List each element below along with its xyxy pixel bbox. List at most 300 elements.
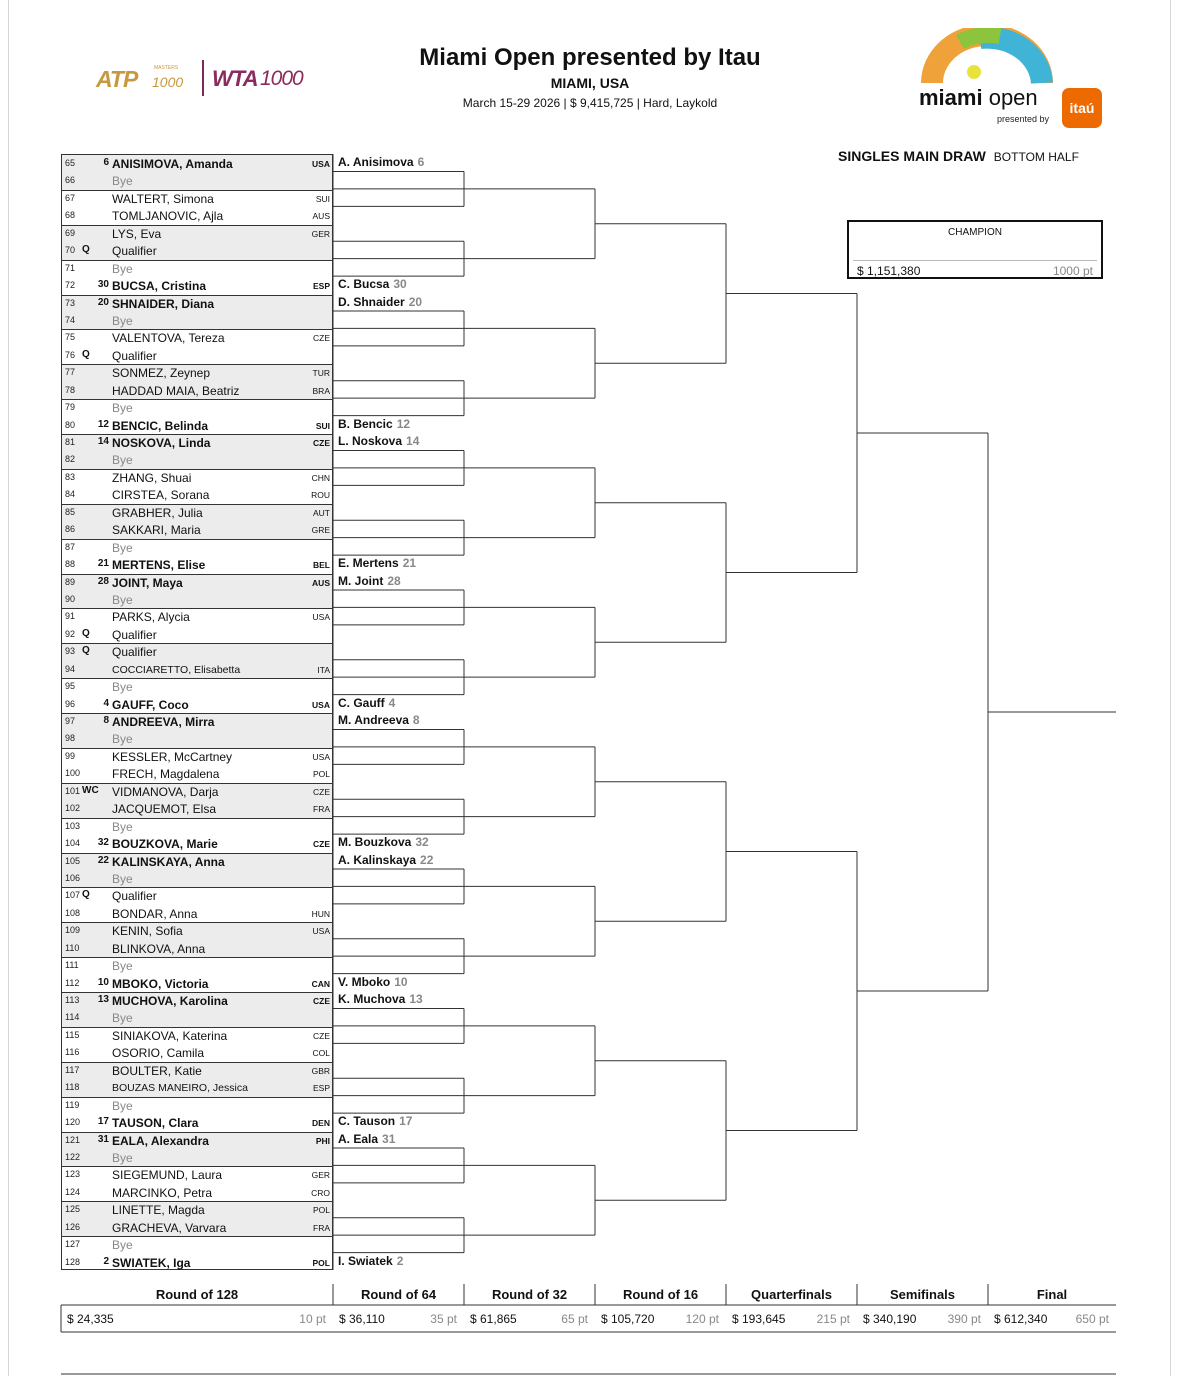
round-of-64-player (338, 277, 407, 291)
player-name: Bye (112, 680, 133, 695)
draw-row (62, 172, 332, 189)
draw-row (62, 1149, 332, 1166)
draw-row (62, 870, 332, 887)
prize-round-header: Semifinals (889, 1287, 956, 1302)
player-name: WALTERT, Simona (112, 191, 214, 206)
champion-prize: $ 1,151,380 (857, 264, 921, 278)
draw-position: 110 (65, 942, 80, 953)
nationality: CHN (311, 472, 330, 483)
miami-open-wordmark: miami open (919, 85, 1038, 110)
nationality: POL (312, 1257, 330, 1268)
nationality: CZE (313, 996, 330, 1006)
draw-position: 117 (65, 1064, 80, 1075)
draw-position: 108 (65, 907, 81, 918)
draw-row (62, 469, 332, 486)
draw-position: 112 (65, 977, 80, 988)
draw-row (62, 887, 332, 904)
player-name: MUCHOVA, Karolina (112, 994, 228, 1008)
draw-row (62, 1009, 332, 1026)
draw-position: 76 (65, 349, 76, 360)
draw-row (62, 1044, 332, 1061)
player-name: CIRSTEA, Sorana (112, 488, 210, 503)
draw-row (62, 190, 332, 207)
seed-number: 12 (97, 418, 109, 430)
draw-row (62, 608, 332, 625)
nationality: CZE (313, 786, 330, 797)
seed-number: 10 (97, 976, 109, 988)
player-name: Bye (112, 959, 133, 974)
draw-row (62, 1254, 332, 1271)
player-name: BOUZAS MANEIRO, Jessica (112, 1082, 248, 1095)
r64-name: A. Anisimova (338, 155, 414, 169)
draw-position: 94 (65, 663, 76, 674)
draw-position: 119 (65, 1099, 80, 1110)
prize-points: 215 pt (816, 1312, 850, 1326)
nationality: PHI (315, 1135, 330, 1146)
r64-seed: 31 (382, 1131, 396, 1146)
nationality: GRE (311, 525, 330, 536)
draw-position: 86 (65, 524, 76, 535)
atp-wta-logo (92, 58, 307, 100)
prize-points: 35 pt (430, 1312, 457, 1326)
round-of-64-player (338, 556, 416, 570)
draw-position: 120 (65, 1117, 81, 1128)
player-name: PARKS, Alycia (112, 610, 190, 625)
draw-row (62, 975, 332, 992)
player-name: BOULTER, Katie (112, 1063, 202, 1078)
logo-divider (202, 60, 204, 96)
draw-position: 78 (65, 384, 76, 395)
round-of-64-player (338, 295, 422, 309)
draw-position: 128 (65, 1256, 81, 1267)
draw-row (62, 521, 332, 538)
seed-number: 20 (97, 296, 109, 308)
nationality: TUR (312, 368, 330, 379)
draw-row (62, 1166, 332, 1183)
draw-position: 82 (65, 454, 76, 465)
draw-row (62, 486, 332, 503)
draw-position: 107 (65, 890, 81, 901)
nationality: HUN (311, 908, 330, 919)
nationality: USA (312, 612, 330, 623)
draw-row (62, 818, 332, 835)
draw-position: 100 (65, 768, 81, 779)
prize-points: 650 pt (1075, 1312, 1109, 1326)
seed-number: 2 (103, 1255, 109, 1267)
player-name: Qualifier (112, 645, 157, 660)
round-of-64-player (338, 992, 423, 1006)
draw-position: 90 (65, 593, 76, 604)
seed-number: 4 (103, 697, 109, 709)
player-name: Bye (112, 1150, 133, 1165)
r64-seed: 10 (394, 974, 408, 989)
round-of-64-player (338, 713, 420, 727)
draw-row (62, 1062, 332, 1079)
prize-amount: $ 61,865 (470, 1312, 517, 1326)
draw-row (62, 417, 332, 434)
miami-open-logo (915, 28, 1110, 132)
player-name: MBOKO, Victoria (112, 976, 209, 991)
round-of-64-player (338, 1254, 403, 1268)
draw-row (62, 225, 332, 242)
seed-number: 13 (97, 994, 109, 1005)
player-name: Bye (112, 313, 133, 328)
wta-logo-sub: 1000 (260, 67, 303, 90)
draw-position: 118 (65, 1082, 80, 1093)
draw-row (62, 155, 332, 172)
atp-logo-sub: 1000 (152, 74, 184, 90)
draw-row (62, 277, 332, 294)
draw-row (62, 678, 332, 695)
draw-table (61, 154, 333, 1270)
draw-position: 123 (65, 1169, 81, 1180)
player-name: Bye (112, 261, 133, 276)
prize-round-header: Final (1036, 1287, 1068, 1302)
r64-name: I. Swiatek (338, 1253, 393, 1268)
champion-points: 1000 pt (1052, 264, 1093, 278)
r64-name: C. Tauson (338, 1114, 396, 1129)
draw-position: 81 (65, 437, 76, 447)
entry-status: Q (82, 889, 90, 901)
draw-position: 104 (65, 838, 81, 849)
draw-row (62, 1027, 332, 1044)
draw-row (62, 399, 332, 416)
champion-box (847, 220, 1103, 279)
location: MIAMI, USA (550, 75, 630, 91)
player-name: Bye (112, 540, 133, 555)
draw-row (62, 905, 332, 922)
player-name: Bye (112, 174, 133, 189)
player-name: Bye (112, 453, 133, 468)
draw-row (62, 1079, 332, 1096)
player-name: JACQUEMOT, Elsa (112, 802, 217, 817)
player-name: Qualifier (112, 889, 157, 904)
r64-name: D. Shnaider (338, 294, 405, 309)
draw-position: 84 (65, 489, 76, 500)
player-name: EALA, Alexandra (112, 1133, 209, 1148)
draw-position: 116 (65, 1047, 80, 1058)
nationality: CZE (313, 839, 330, 850)
seed-number: 21 (97, 558, 109, 570)
player-name: BENCIC, Belinda (112, 418, 209, 433)
r64-name: M. Bouzkova (338, 835, 412, 850)
draw-row (62, 347, 332, 364)
r64-name: K. Muchova (338, 992, 406, 1006)
page-title: Miami Open presented by Itau (419, 44, 761, 71)
prize-round-header: Quarterfinals (751, 1287, 832, 1302)
player-name: SAKKARI, Maria (112, 523, 201, 538)
player-name: ANISIMOVA, Amanda (112, 157, 233, 171)
seed-number: 14 (97, 436, 109, 447)
nationality: SUI (315, 420, 330, 431)
prize-round-header: Round of 128 (155, 1287, 239, 1302)
draw-row (62, 1132, 332, 1149)
player-name: ZHANG, Shuai (112, 470, 192, 485)
nationality: USA (312, 159, 330, 169)
draw-row (62, 312, 332, 329)
nationality: USA (312, 699, 330, 710)
draw-row (62, 730, 332, 747)
draw-row (62, 451, 332, 468)
draw-row (62, 556, 332, 573)
player-name: MERTENS, Elise (112, 558, 206, 573)
draw-row (62, 992, 332, 1009)
itau-logo: itaú (1062, 88, 1102, 128)
seed-number: 32 (97, 837, 109, 849)
draw-position: 101 (65, 785, 81, 796)
player-name: BONDAR, Anna (112, 906, 198, 921)
player-name: GRACHEVA, Varvara (112, 1220, 227, 1235)
player-name: SINIAKOVA, Katerina (112, 1028, 228, 1043)
player-name: BOUZKOVA, Marie (112, 837, 218, 852)
draw-row (62, 1184, 332, 1201)
prize-round-header: Round of 16 (622, 1287, 699, 1302)
draw-position: 115 (65, 1029, 80, 1040)
r64-seed: 6 (417, 155, 425, 169)
nationality: BRA (312, 385, 330, 396)
r64-name: M. Joint (338, 573, 384, 588)
player-name: Bye (112, 732, 133, 747)
header (0, 0, 1179, 150)
draw-row (62, 643, 332, 660)
draw-row (62, 922, 332, 939)
draw-position: 95 (65, 681, 76, 692)
player-name: Bye (112, 871, 133, 886)
draw-row (62, 434, 332, 451)
player-name: KALINSKAYA, Anna (112, 854, 225, 869)
draw-row (62, 295, 332, 312)
nationality: POL (312, 1205, 330, 1216)
player-name: Bye (112, 592, 133, 607)
r64-name: V. Mboko (338, 974, 391, 989)
player-name: SHNAIDER, Diana (112, 296, 215, 311)
draw-row (62, 1236, 332, 1253)
player-name: HADDAD MAIA, Beatriz (112, 383, 240, 398)
nationality: ESP (312, 1083, 330, 1094)
prize-points: 10 pt (299, 1312, 326, 1326)
player-name: KENIN, Sofia (112, 924, 183, 939)
seed-number: 17 (97, 1116, 109, 1128)
draw-position: 85 (65, 506, 76, 517)
prize-points: 65 pt (561, 1312, 588, 1326)
player-name: COCCIARETTO, Elisabetta (112, 663, 241, 676)
champion-line (853, 260, 1097, 261)
draw-row (62, 382, 332, 399)
draw-row (62, 242, 332, 259)
player-name: FRECH, Magdalena (112, 767, 220, 782)
round-of-64-player (338, 1114, 412, 1128)
prize-amount: $ 24,335 (67, 1312, 114, 1326)
draw-position: 102 (65, 803, 81, 814)
r64-seed: 8 (412, 713, 420, 727)
draw-position: 74 (65, 314, 76, 325)
draw-position: 87 (65, 541, 76, 552)
draw-row (62, 539, 332, 556)
draw-position: 98 (65, 733, 76, 744)
draw-position: 103 (65, 820, 81, 831)
nationality: CZE (313, 333, 330, 344)
entry-status: Q (82, 627, 90, 639)
entry-status: Q (82, 244, 90, 256)
nationality: FRA (313, 1222, 330, 1233)
nationality: CRO (311, 1187, 330, 1198)
round-of-64-player (338, 434, 419, 448)
draw-position: 75 (65, 332, 76, 343)
player-name: JOINT, Maya (112, 575, 183, 590)
draw-position: 93 (65, 646, 76, 657)
nationality: CZE (313, 1030, 330, 1041)
draw-position: 91 (65, 611, 76, 622)
player-name: NOSKOVA, Linda (112, 436, 211, 450)
player-name: Bye (112, 1238, 133, 1253)
seed-number: 6 (103, 157, 109, 168)
player-name: Bye (112, 819, 133, 834)
draw-position: 66 (65, 175, 76, 186)
champion-title: CHAMPION (948, 227, 1002, 238)
draw-row (62, 835, 332, 852)
draw-row (62, 696, 332, 713)
nationality: AUS (312, 211, 330, 222)
draw-position: 124 (65, 1186, 81, 1197)
r64-name: A. Kalinskaya (338, 852, 417, 867)
seed-number: 22 (97, 854, 109, 866)
r64-seed: 28 (387, 573, 401, 588)
draw-position: 99 (65, 750, 76, 761)
nationality: AUS (312, 577, 330, 588)
draw-position: 111 (65, 960, 79, 971)
r64-seed: 21 (402, 556, 417, 571)
player-name: BUCSA, Cristina (112, 279, 207, 294)
draw-position: 65 (65, 158, 76, 168)
prize-amount: $ 193,645 (732, 1312, 786, 1326)
round-of-64-player (338, 417, 410, 431)
r64-seed: 22 (420, 852, 434, 867)
r64-seed: 14 (406, 434, 420, 448)
nationality: GBR (311, 1065, 330, 1076)
player-name: ANDREEVA, Mirra (112, 715, 215, 729)
draw-row (62, 574, 332, 591)
presented-by-text: presented by (997, 114, 1050, 124)
entry-status: WC (82, 784, 99, 796)
atp-logo-text: ATP (96, 66, 138, 92)
r64-name: M. Andreeva (338, 713, 409, 727)
nationality: ITA (317, 664, 330, 675)
prize-amount: $ 105,720 (601, 1312, 655, 1326)
seed-number: 30 (97, 279, 109, 291)
draw-position: 73 (65, 297, 76, 308)
prize-amount: $ 340,190 (863, 1312, 917, 1326)
nationality: USA (312, 751, 330, 762)
draw-position: 71 (65, 262, 76, 273)
draw-position: 89 (65, 576, 76, 587)
draw-row (62, 1201, 332, 1218)
wta-logo-text: WTA (212, 66, 258, 91)
draw-row (62, 591, 332, 608)
r64-name: B. Bencic (338, 416, 393, 431)
r64-name: C. Gauff (338, 695, 385, 710)
draw-position: 106 (65, 872, 81, 883)
draw-position: 121 (65, 1134, 81, 1145)
seed-number: 8 (103, 715, 109, 726)
player-name: OSORIO, Camila (112, 1046, 205, 1061)
draw-row (62, 800, 332, 817)
draw-position: 109 (65, 925, 81, 936)
r64-name: E. Mertens (338, 556, 399, 571)
prize-amount: $ 36,110 (339, 1312, 385, 1326)
player-name: BLINKOVA, Anna (112, 941, 206, 956)
draw-row (62, 765, 332, 782)
round-of-64-player (338, 853, 433, 867)
r64-name: A. Eala (338, 1131, 379, 1146)
nationality: CZE (313, 438, 330, 448)
draw-row (62, 853, 332, 870)
player-name: GRABHER, Julia (112, 505, 203, 520)
prize-points: 390 pt (947, 1312, 981, 1326)
nationality: DEN (312, 1118, 330, 1129)
r64-seed: 2 (396, 1253, 404, 1268)
draw-position: 122 (65, 1151, 81, 1162)
r64-seed: 20 (408, 294, 423, 309)
draw-position: 114 (65, 1012, 80, 1023)
draw-position: 79 (65, 402, 76, 413)
round-of-64-player (338, 975, 408, 989)
player-name: SIEGEMUND, Laura (112, 1168, 223, 1183)
player-name: LINETTE, Magda (112, 1203, 205, 1218)
draw-row (62, 1219, 332, 1236)
draw-row (62, 329, 332, 346)
draw-row (62, 748, 332, 765)
player-name: TAUSON, Clara (112, 1116, 199, 1131)
player-name: VALENTOVA, Tereza (112, 331, 225, 346)
draw-position: 83 (65, 471, 76, 482)
draw-position: 77 (65, 367, 76, 378)
player-name: GAUFF, Coco (112, 697, 189, 712)
seed-number: 28 (97, 575, 109, 587)
rainbow-arc-icon (920, 28, 1055, 88)
draw-position: 72 (65, 280, 76, 291)
player-name: TOMLJANOVIC, Ajla (112, 209, 224, 224)
draw-position: 127 (65, 1239, 81, 1250)
nationality: SUI (315, 193, 330, 204)
draw-row (62, 1097, 332, 1114)
tournament-details: March 15-29 2026 | $ 9,415,725 | Hard, Laykold (462, 96, 718, 110)
draw-position: 105 (65, 855, 81, 866)
player-name: SWIATEK, Iga (112, 1255, 191, 1270)
r64-name: L. Noskova (338, 434, 403, 448)
draw-label: SINGLES MAIN DRAW BOTTOM HALF (838, 148, 1079, 164)
draw-position: 96 (65, 698, 76, 709)
player-name: Bye (112, 1011, 133, 1026)
r64-seed: 17 (399, 1114, 413, 1129)
draw-position: 68 (65, 210, 76, 221)
nationality: GER (311, 228, 330, 239)
r64-seed: 12 (396, 416, 411, 431)
draw-row (62, 661, 332, 678)
r64-name: C. Bucsa (338, 277, 390, 292)
draw-position: 69 (65, 227, 76, 238)
r64-seed: 4 (388, 695, 396, 710)
nationality: ROU (311, 490, 330, 501)
draw-row (62, 260, 332, 277)
atp-masters-text: MASTERS (154, 65, 179, 71)
draw-row (62, 940, 332, 957)
draw-row (62, 364, 332, 381)
prize-round-header: Round of 64 (360, 1287, 437, 1302)
draw-row (62, 504, 332, 521)
player-name: VIDMANOVA, Darja (112, 784, 219, 799)
draw-position: 125 (65, 1204, 81, 1215)
player-name: SONMEZ, Zeynep (112, 366, 211, 381)
